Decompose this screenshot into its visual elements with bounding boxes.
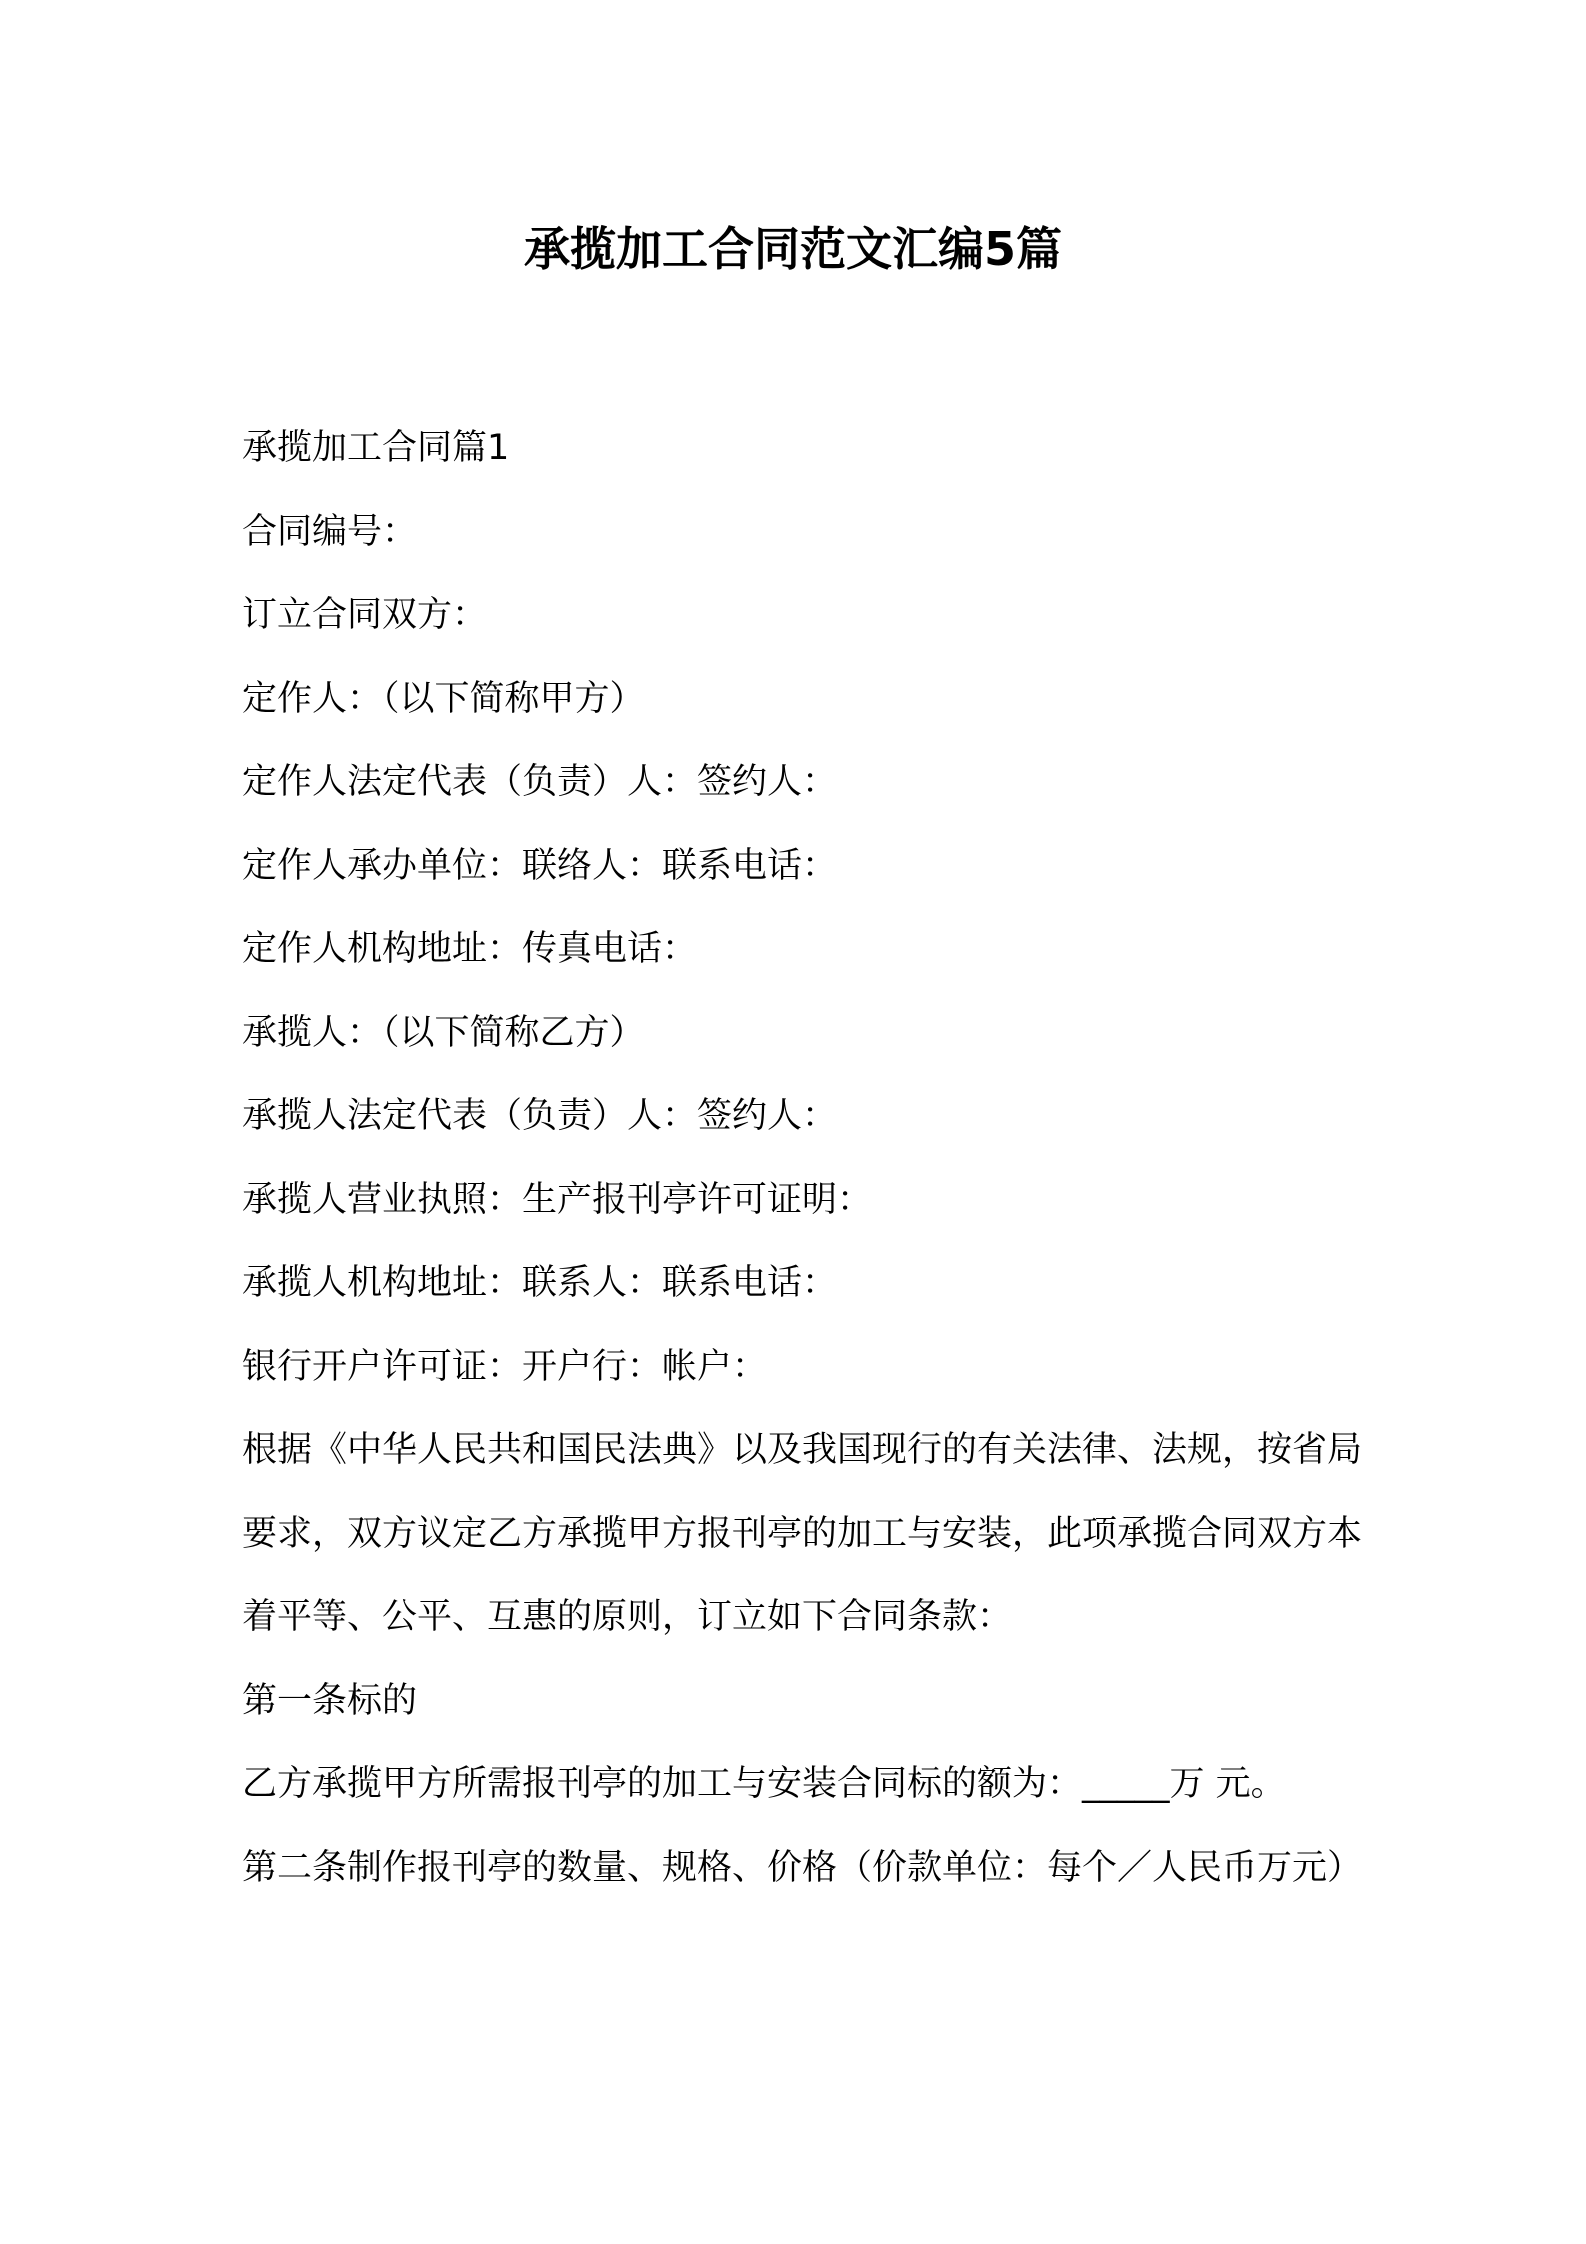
article-2-heading: 第二条制作报刊亭的数量、规格、价格（价款单位：每个／人民币万元） xyxy=(242,1847,1363,1888)
contract-number-line: 合同编号： xyxy=(242,511,418,552)
contractor-address-line: 承揽人机构地址：联系人：联系电话： xyxy=(242,1263,838,1303)
ordering-party-address-line: 定作人机构地址：传真电话： xyxy=(242,929,698,969)
ordering-party-unit-line: 定作人承办单位：联络人：联系电话： xyxy=(242,845,838,886)
ordering-party-line: 定作人：（以下简称甲方） xyxy=(242,678,645,719)
contractor-representative-line: 承揽人法定代表（负责）人：签约人： xyxy=(242,1096,838,1136)
document-body xyxy=(242,407,1362,1910)
document-title: 承揽加工合同范文汇编5篇 xyxy=(523,222,1062,276)
article-1-text: 乙方承揽甲方所需报刊亭的加工与安装合同标的额为：_____万 元。 xyxy=(242,1764,1286,1804)
contractor-license-line: 承揽人营业执照：生产报刊亭许可证明： xyxy=(242,1179,873,1220)
contractor-line: 承揽人：（以下简称乙方） xyxy=(242,1012,645,1053)
ordering-party-representative-line: 定作人法定代表（负责）人：签约人： xyxy=(242,762,838,802)
article-1-heading: 第一条标的 xyxy=(242,1680,418,1721)
contracting-parties-line: 订立合同双方： xyxy=(242,595,488,635)
section-heading: 承揽加工合同篇1 xyxy=(242,428,510,468)
preamble-paragraph: 根据《中华人民共和国民法典》以及我国现行的有关法律、法规，按省局要求，双方议定乙方承揽甲方报刊亭的加工与安装，此项承揽合同双方本着平等、公平、互惠的原则，订立如下合同条款： xyxy=(242,1430,1363,1637)
bank-account-line: 银行开户许可证：开户行：帐户： xyxy=(242,1346,768,1387)
